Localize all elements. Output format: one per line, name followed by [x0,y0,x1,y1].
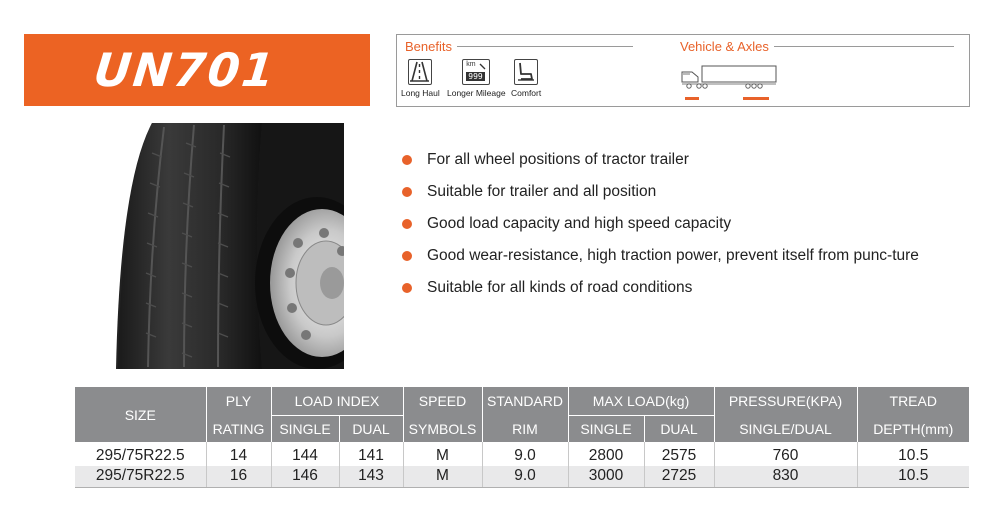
cell-load-single: 144 [271,442,339,466]
vehicle-title: Vehicle & Axles [680,39,769,54]
bullet-icon [402,155,412,165]
feature-text: Suitable for all kinds of road conditions [427,279,693,296]
feature-item [402,150,962,170]
cell-load-single: 146 [271,466,339,487]
feature-item [402,278,962,298]
cell-size: 295/75R22.5 [75,442,206,466]
odometer-value: 999 [468,72,483,81]
cell-ply: 14 [206,442,271,466]
bullet-icon [402,219,412,229]
feature-list [402,150,962,310]
cell-max-dual: 2575 [644,442,714,466]
feature-text: Good load capacity and high speed capacity [427,215,732,232]
header-size: SIZE [75,387,206,442]
tyre-image [112,123,344,369]
cell-speed: M [403,442,482,466]
header-pressure: PRESSURE(KPA) [714,387,857,415]
cell-max-dual: 2725 [644,466,714,487]
seat-icon [514,59,538,85]
odometer-icon [462,59,490,85]
bullet-icon [402,251,412,261]
cell-max-single: 2800 [568,442,644,466]
feature-item [402,182,962,202]
cell-tread: 10.5 [857,442,969,466]
feature-text: For all wheel positions of tractor trailer [427,151,689,168]
table-row [75,442,969,466]
header-ply: PLY [206,387,271,415]
header-load-single: SINGLE [271,415,339,442]
header-max-single: SINGLE [568,415,644,442]
cell-load-dual: 141 [339,442,403,466]
bullet-icon [402,283,412,293]
header-load-index: LOAD INDEX [271,387,403,415]
road-icon [408,59,432,85]
cell-rim: 9.0 [482,442,568,466]
header-speed: SPEED [403,387,482,415]
cell-ply: 16 [206,466,271,487]
header-max-load: MAX LOAD(kg) [568,387,714,415]
vehicle-heading [680,39,954,54]
benefit-label: Long Haul [401,88,440,98]
header-speed-symbols: SYMBOLS [403,415,482,442]
vehicle-rule [774,46,954,47]
cell-max-single: 3000 [568,466,644,487]
feature-text: Good wear-resistance, high traction power, prevent itself from punc-ture [427,247,919,264]
cell-pressure: 760 [714,442,857,466]
cell-rim: 9.0 [482,466,568,487]
benefits-heading [405,39,633,54]
benefit-longer-mileage [447,59,506,98]
benefit-long-haul [401,59,440,98]
cell-size: 295/75R22.5 [75,466,206,487]
feature-item [402,214,962,234]
benefit-comfort [511,59,541,98]
spec-table [75,387,969,488]
model-banner [24,34,370,106]
header-load-dual: DUAL [339,415,403,442]
header-pressure-single-dual: SINGLE/DUAL [714,415,857,442]
feature-item [402,246,962,266]
header-tread-depth: DEPTH(mm) [857,415,969,442]
feature-text: Suitable for trailer and all position [427,183,657,200]
benefits-rule [457,46,633,47]
tractor-trailer-icon [680,63,780,99]
trailer-axle-indicator [743,97,769,100]
cell-tread: 10.5 [857,466,969,487]
header-ply-rating: RATING [206,415,271,442]
header-rim: STANDARD [482,387,568,415]
header-rim-bottom: RIM [482,415,568,442]
benefits-panel [396,34,970,107]
bullet-icon [402,187,412,197]
steer-axle-indicator [685,97,699,100]
benefit-label: Longer Mileage [447,88,506,98]
cell-speed: M [403,466,482,487]
cell-pressure: 830 [714,466,857,487]
benefit-label: Comfort [511,88,542,98]
header-max-dual: DUAL [644,415,714,442]
header-tread: TREAD [857,387,969,415]
benefits-title: Benefits [405,39,452,54]
cell-load-dual: 143 [339,466,403,487]
odometer-unit: km [466,61,476,68]
table-row [75,466,969,487]
model-title: UN701 [91,43,279,97]
